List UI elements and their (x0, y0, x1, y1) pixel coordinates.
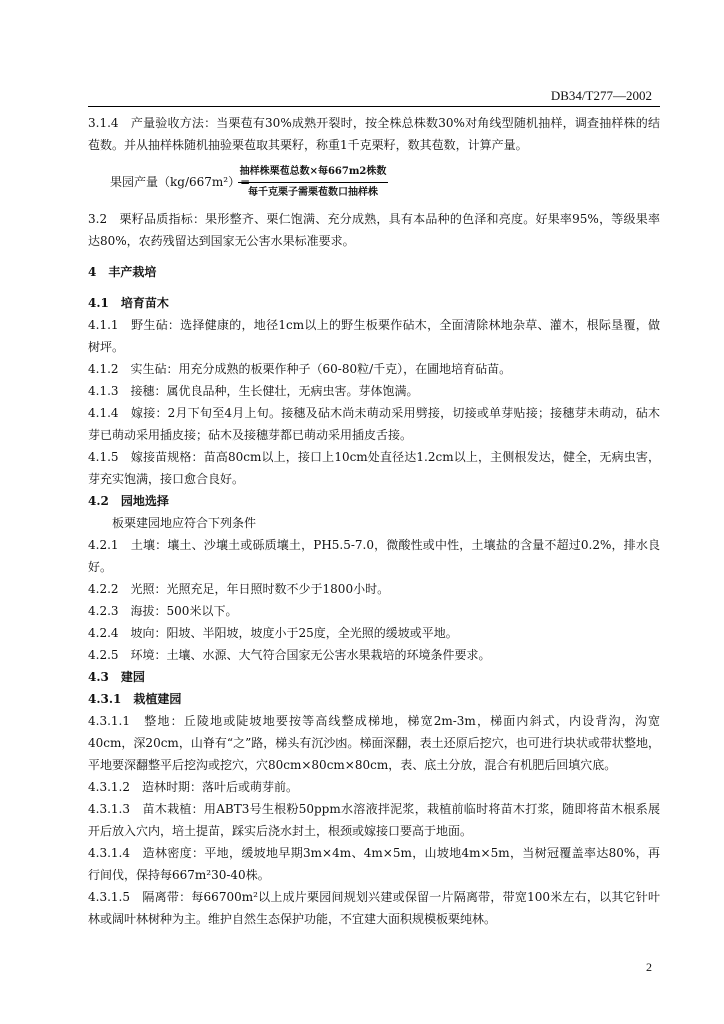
clause-4-2-1: 4.2.1 土壤：壤土、沙壤土或砾质壤土，PH5.5-7.0，微酸性或中性，土壤盐的含量不超过0.2%，排水良好。 (88, 538, 660, 574)
page-number: 2 (646, 960, 652, 974)
clause-3-2: 3.2 栗籽品质指标：果形整齐、栗仁饱满、充分成熟，具有本品种的色泽和亮度。好果率95%，等级果率达80%，农药残留达到国家无公害水果标准要求。 (88, 212, 660, 248)
clause-4-3-1-2: 4.3.1.2 造林时期：落叶后或萌芽前。 (88, 780, 298, 794)
clause-4-2-5: 4.2.5 环境：土壤、水源、大气符合国家无公害水果栽培的环境条件要求。 (88, 648, 491, 662)
clause-4-3-1-1: 4.3.1.1 整地：丘陵地或陡坡地要按等高线整成梯地，梯宽2m-3m，梯面内斜式，内设背沟，沟宽40cm，深20cm，山脊有“之”路，梯头有沉沙凼。梯面深翻，表土还原后挖穴，也可进行块状或带状整地，平地要深翻整平后挖沟或挖穴，穴80cm×80cm×80cm，表、底土分放，混合有机肥后回填穴底。 (88, 714, 660, 772)
section-4-3-heading: 4.3 建园 (88, 670, 145, 684)
clause-4-3-1-5: 4.3.1.5 隔离带：每66700m²以上成片栗园间规划兴建或保留一片隔离带，带宽100米左右，以其它针叶林或阔叶林树种为主。维护自然生态保护功能，不宜建大面积规模板栗纯林。 (88, 890, 660, 926)
formula-fraction (238, 162, 388, 203)
clause-3-1-4: 3.1.4 产量验收方法：当栗苞有30%成熟开裂时，按全株总株数30%对角线型随机抽样，调查抽样株的结苞数。并从抽样株随机抽验栗苞取其栗籽，称重1千克栗籽，数其苞数，计算产量。 (88, 116, 660, 152)
site-conditions-intro: 板栗建园地应符合下列条件 (112, 516, 257, 530)
formula-label: 果园产量（kg/667m²）= (110, 175, 251, 189)
yield-formula (88, 156, 660, 208)
clause-4-1-2: 4.1.2 实生砧：用充分成熟的板栗作种子（60-80粒/千克），在圃地培育砧苗。 (88, 362, 512, 376)
section-4-1-heading: 4.1 培育苗木 (88, 296, 169, 310)
clause-4-1-5: 4.1.5 嫁接苗规格：苗高80cm以上，接口上10cm处直径达1.2cm以上，主侧根发达，健全，无病虫害，芽充实饱满，接口愈合良好。 (88, 450, 660, 486)
clause-4-2-3: 4.2.3 海拔：500米以下。 (88, 604, 238, 618)
formula-denominator: 每千克栗子需栗苞数口抽样株 (248, 186, 378, 198)
header-rule (88, 106, 660, 107)
section-4-2-heading: 4.2 园地选择 (88, 494, 169, 508)
section-4-heading: 4 丰产栽培 (88, 265, 157, 279)
clause-4-3-1-3: 4.3.1.3 苗木栽植：用ABT3号生根粉50ppm水溶液拌泥浆，栽植前临时将苗木打浆，随即将苗木根系展开后放入穴内，培土提苗，踩实后浇水封土，根颈或嫁接口要高于地面。 (88, 802, 660, 838)
standard-code: DB34/T277—2002 (550, 88, 652, 103)
clause-4-1-4: 4.1.4 嫁接：2月下旬至4月上旬。接穗及砧木尚未萌动采用劈接，切接或单芽贴接；接穗芽未萌动，砧木芽已萌动采用插皮接；砧木及接穗芽都已萌动采用插皮舌接。 (88, 406, 660, 442)
formula-numerator: 抽样株栗苞总数×每667m2株数 (239, 165, 387, 177)
clause-4-2-4: 4.2.4 坡向：阳坡、半阳坡，坡度小于25度，全光照的缓坡或平地。 (88, 626, 458, 640)
clause-4-1-3: 4.1.3 接穗：属优良品种，生长健壮，无病虫害。芽体饱满。 (88, 384, 419, 398)
document-body (88, 112, 660, 930)
clause-4-2-2: 4.2.2 光照：光照充足，年日照时数不少于1800小时。 (88, 582, 390, 596)
clause-4-3-1-4: 4.3.1.4 造林密度：平地，缓坡地早期3m×4m、4m×5m，山坡地4m×5m，当树冠覆盖率达80%，再行间伐，保持每667m²30-40株。 (88, 846, 660, 882)
section-4-3-1-heading: 4.3.1 栽植建园 (88, 692, 182, 706)
clause-4-1-1: 4.1.1 野生砧：选择健康的，地径1cm以上的野生板栗作砧木，全面清除林地杂草、灌木，根际垦覆，做树坪。 (88, 318, 660, 354)
